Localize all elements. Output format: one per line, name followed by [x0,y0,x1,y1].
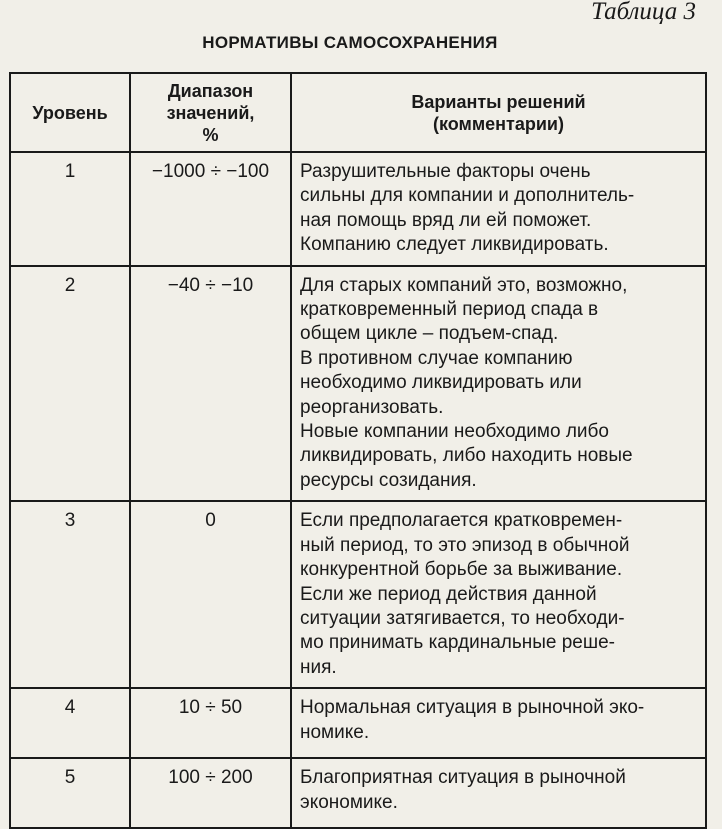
solution-line: ситуации затягивается, то необходи- [300,607,625,629]
solution-line: Новые компании необходимо либо [300,421,609,443]
solution-line: общем цикле – подъем-спад. [300,323,559,345]
range-cell: −1000 ÷ −100 [130,152,291,266]
header-range-line3: % [202,124,219,145]
solution-line: ная помощь вряд ли ей поможет. [300,209,592,231]
header-solutions [291,73,706,152]
solution-line: Компанию следует ликвидировать. [300,234,609,256]
norms-table [9,72,707,829]
header-row [10,73,706,152]
solution-line: Благоприятная ситуация в рыночной [300,767,626,789]
solution-line: ния. [300,656,337,678]
solution-line: кратковременный период спада в [300,299,599,321]
table-row [10,688,706,758]
table-row [10,266,706,502]
range-cell: 0 [130,501,291,688]
solution-line: номике. [300,721,370,743]
solution-line: реорганизовать. [300,396,444,418]
solution-cell [291,266,706,502]
solution-line: В противном случае компанию [300,347,573,369]
level-cell: 5 [10,758,130,828]
level-cell: 4 [10,688,130,758]
level-cell: 1 [10,152,130,266]
header-range-line1: Диапазон [167,80,254,101]
header-level [10,73,130,152]
range-cell: 100 ÷ 200 [130,758,291,828]
solution-cell [291,688,706,758]
solution-line: ный период, то это эпизод в обычной [300,534,630,556]
solution-line: Если же период действия данной [300,583,597,605]
solution-cell [291,501,706,688]
solution-line: экономике. [300,791,398,813]
header-solutions-line1: Варианты решений [411,91,586,112]
header-range [130,73,291,152]
solution-cell [291,758,706,828]
header-solutions-line2: (комментарии) [433,113,564,134]
header-range-line2: значений, [166,102,255,123]
solution-line: сильны для компании и дополнитель- [300,185,635,207]
solution-line: необходимо ликвидировать или [300,372,582,394]
solution-line: Нормальная ситуация в рыночной эко- [300,697,645,719]
solution-line: мо принимать кардинальные реше- [300,632,616,654]
solution-line: ликвидировать, либо находить новые [300,445,633,467]
table-title: НОРМАТИВЫ САМОСОХРАНЕНИЯ [202,33,498,52]
level-cell: 3 [10,501,130,688]
solution-cell [291,152,706,266]
table-row [10,758,706,828]
solution-line: конкурентной борьбе за выживание. [300,559,623,581]
range-cell: 10 ÷ 50 [130,688,291,758]
solution-line: Если предполагается кратковремен- [300,510,623,532]
solution-line: ресурсы созидания. [300,469,477,491]
solution-line: Разрушительные факторы очень [300,161,591,182]
table-row [10,501,706,688]
table-caption: Таблица 3 [591,0,696,25]
level-cell: 2 [10,266,130,502]
header-level-label: Уровень [32,102,108,123]
range-cell: −40 ÷ −10 [130,266,291,502]
solution-line: Для старых компаний это, возможно, [300,274,628,296]
table-row [10,152,706,266]
